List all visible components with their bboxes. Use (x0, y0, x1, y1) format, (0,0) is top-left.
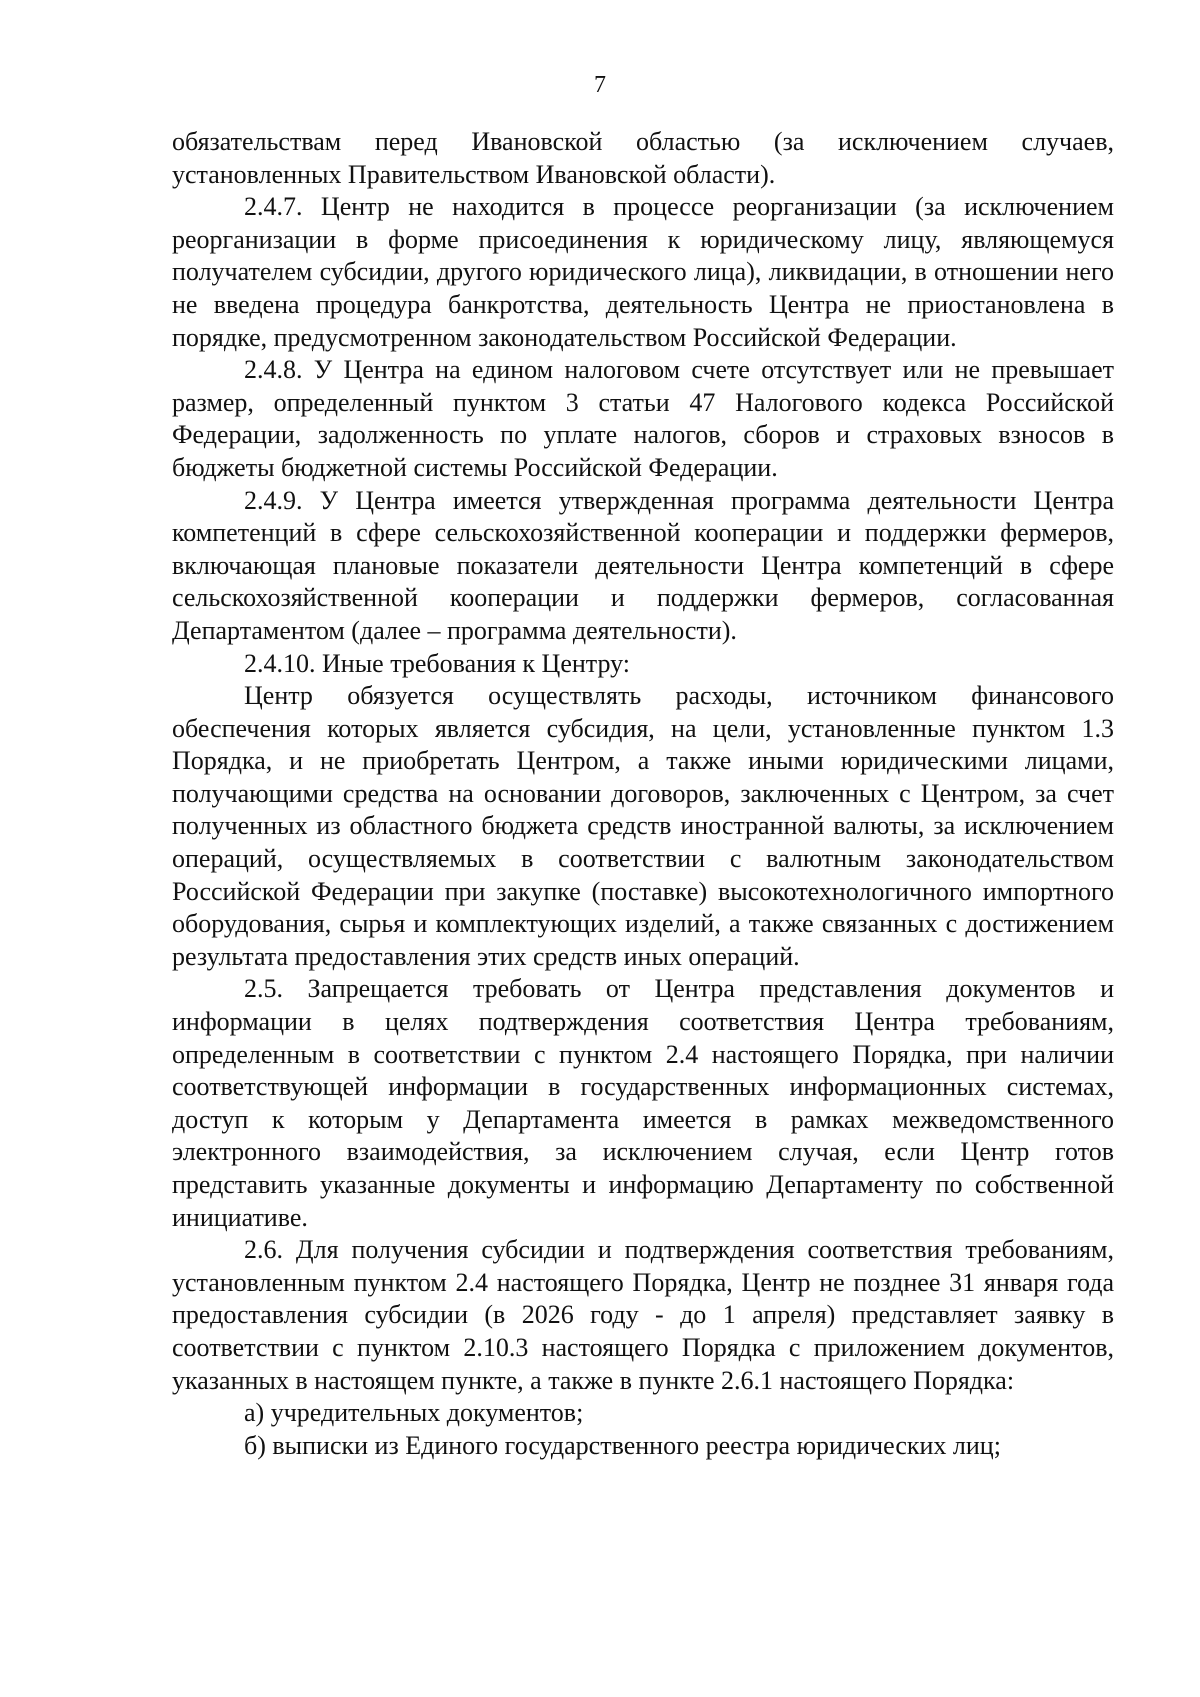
paragraph-2-4-10: 2.4.10. Иные требования к Центру: (244, 648, 630, 678)
page-number: 7 (594, 72, 606, 98)
paragraph-2-4-9: 2.4.9. У Центра имеется утвержденная программа деятельности Центра компетенций в сфере сельскохозяйственной кооперации и поддержки фермеров, включающая плановые показатели деятельности Центра компетенций в сфере сельскохозяйственной кооперации и поддержки фермеров, согласованная Департаментом (далее – программа деятельности). (172, 485, 1114, 645)
document-body (172, 126, 1114, 1462)
list-item-a: а) учредительных документов; (244, 1398, 584, 1428)
paragraph-continuation: обязательствам перед Ивановской областью (за исключением случаев, установленных Правительством Ивановской области). (172, 127, 1114, 189)
paragraph-center-obligations: Центр обязуется осуществлять расходы, источником финансового обеспечения которых является субсидия, на цели, установленные пунктом 1.3 Порядка, и не приобретать Центром, а также иными юридическими лицами, получающими средства на основании договоров, заключенных с Центром, за счет полученных из областного бюджета средств иностранной валюты, за исключением операций, осуществляемых в соответствии с валютным законодательством Российской Федерации при закупке (поставке) высокотехнологичного импортного оборудования, сырья и комплектующих изделий, а также связанных с достижением результата предоставления этих средств иных операций. (172, 681, 1114, 971)
paragraph-2-5: 2.5. Запрещается требовать от Центра представления документов и информации в целях подтверждения соответствия Центра требованиям, определенным в соответствии с пунктом 2.4 настоящего Порядка, при наличии соответствующей информации в государственных информационных системах, доступ к которым у Департамента имеется в рамках межведомственного электронного взаимодействия, за исключением случая, если Центр готов представить указанные документы и информацию Департаменту по собственной инициативе. (172, 974, 1114, 1232)
paragraph-2-4-7: 2.4.7. Центр не находится в процессе реорганизации (за исключением реорганизации в форме присоединения к юридическому лицу, являющемуся получателем субсидии, другого юридического лица), ликвидации, в отношении него не введена процедура банкротства, деятельность Центра не приостановлена в порядке, предусмотренном законодательством Российской Федерации. (172, 192, 1114, 352)
list-item-b: б) выписки из Единого государственного реестра юридических лиц; (244, 1430, 1001, 1460)
paragraph-2-6: 2.6. Для получения субсидии и подтверждения соответствия требованиям, установленным пунктом 2.4 настоящего Порядка, Центр не позднее 31 января года предоставления субсидии (в 2026 году - до 1 апреля) представляет заявку в соответствии с пунктом 2.10.3 настоящего Порядка с приложением документов, указанных в настоящем пункте, а также в пункте 2.6.1 настоящего Порядка: (172, 1235, 1114, 1395)
paragraph-2-4-8: 2.4.8. У Центра на едином налоговом счете отсутствует или не превышает размер, определенный пунктом 3 статьи 47 Налогового кодекса Российской Федерации, задолженность по уплате налогов, сборов и страховых взносов в бюджеты бюджетной системы Российской Федерации. (172, 355, 1114, 482)
